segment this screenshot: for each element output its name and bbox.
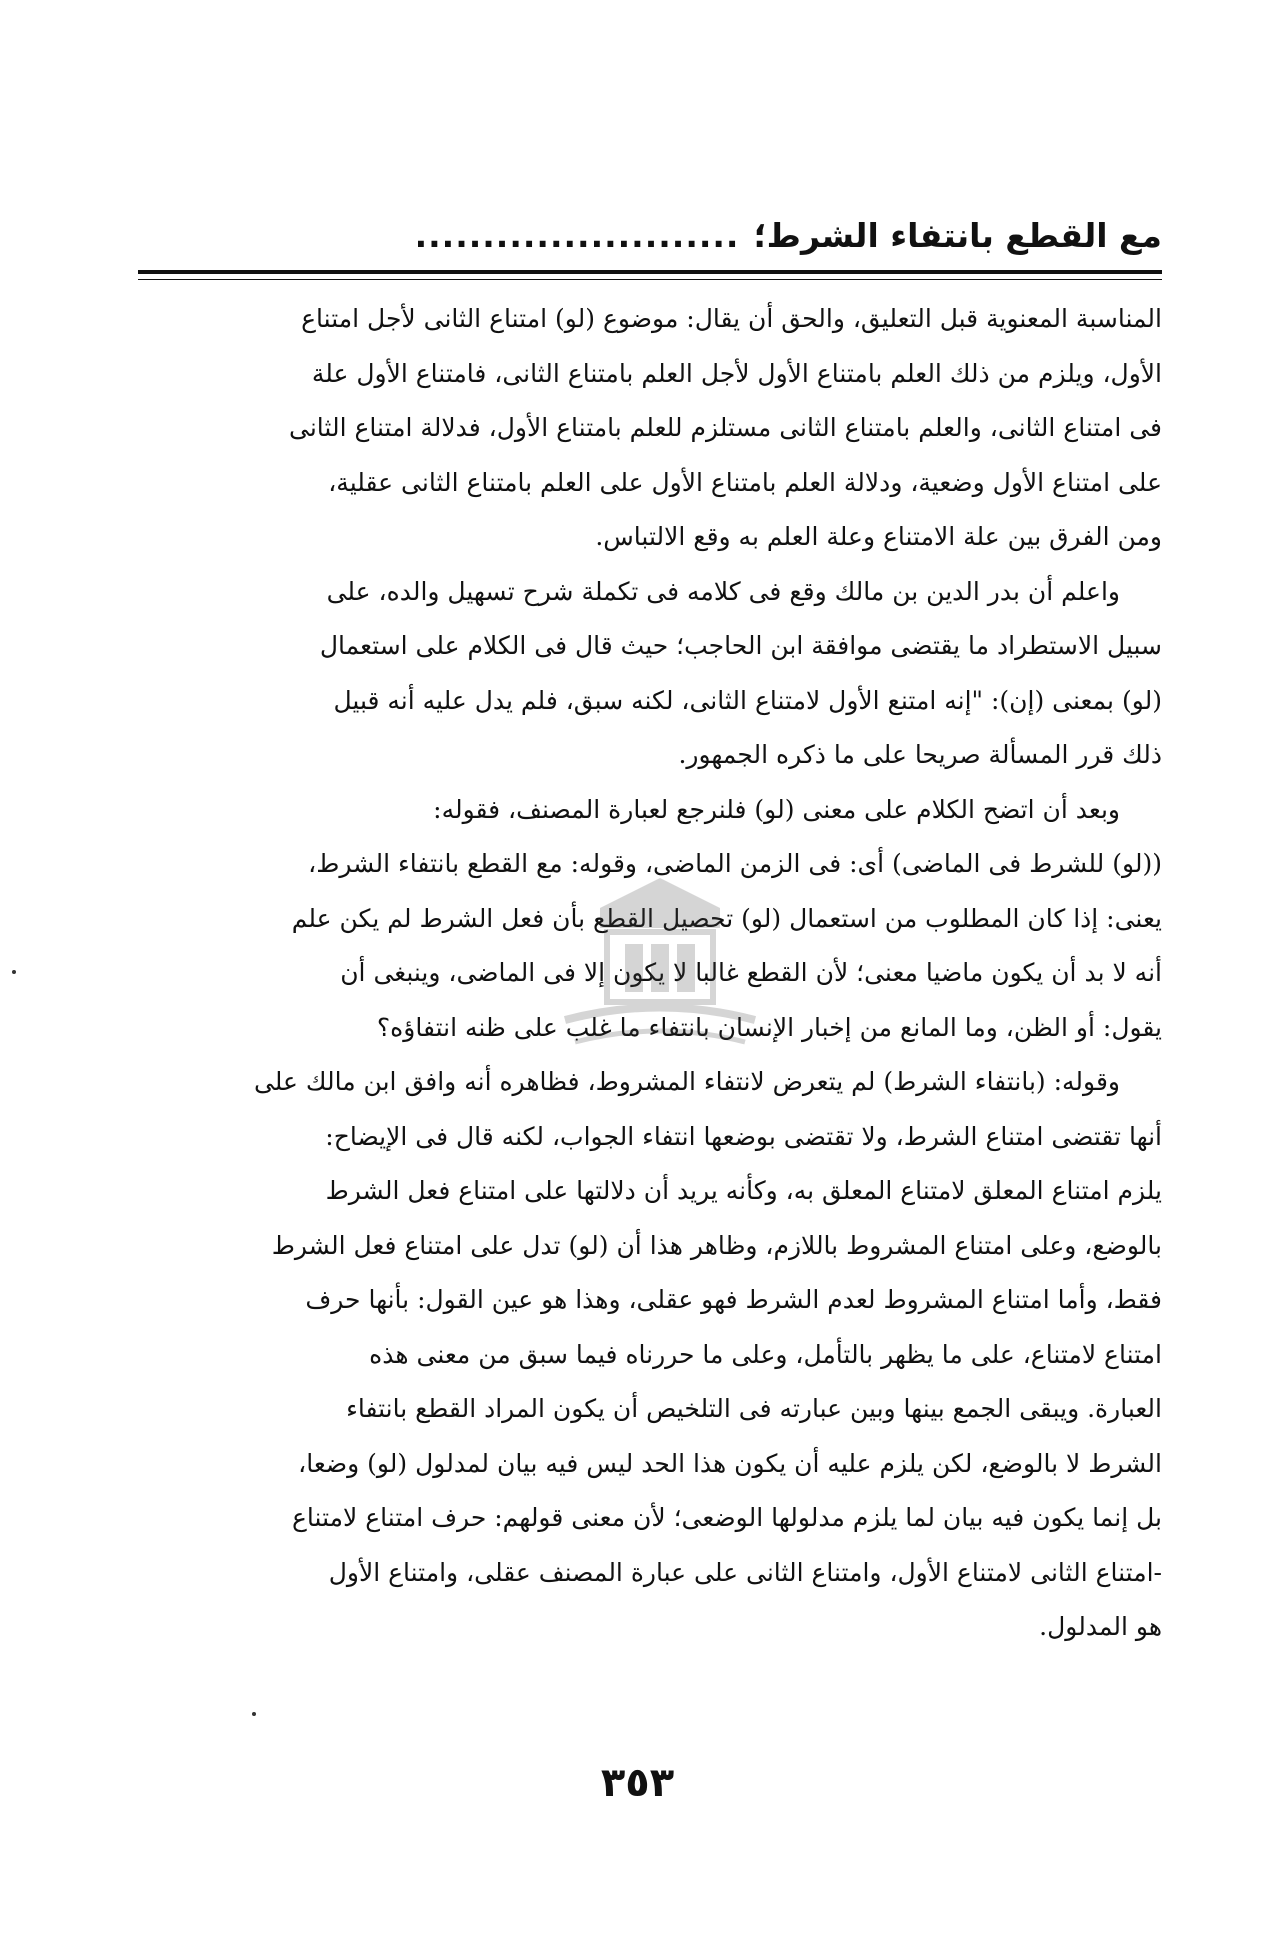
text-line: فقط، وأما امتناع المشروط لعدم الشرط فهو عقلى، وهذا هو عين القول: بأنها حرف xyxy=(305,1285,1162,1314)
text-line: امتناع لامتناع، على ما يظهر بالتأمل، وعلى ما حررناه فيما سبق من معنى هذه xyxy=(369,1339,1162,1369)
scan-speck xyxy=(252,1712,256,1716)
running-header xyxy=(130,205,1162,265)
text-line: على امتناع الأول وضعية، ودلالة العلم بامتناع الأول على العلم بامتناع الثانى عقلية، xyxy=(328,467,1162,497)
text-line: وقوله: (بانتفاء الشرط) لم يتعرض لانتفاء المشروط، فظاهره أنه وافق ابن مالك على xyxy=(253,1067,1120,1096)
text-line: -امتناع الثانى لامتناع الأول، وامتناع الثانى على عبارة المصنف عقلى، وامتناع الأول xyxy=(328,1557,1162,1587)
text-line: بالوضع، وعلى امتناع المشروط باللازم، وظاهر هذا أن (لو) تدل على امتناع فعل الشرط xyxy=(271,1230,1162,1260)
text-line: الشرط لا بالوضع، لكن يلزم عليه أن يكون هذا الحد ليس فيه بيان لمدلول (لو) وضعا، xyxy=(298,1448,1162,1478)
running-header-title: مع القطع بانتفاء الشرط؛ xyxy=(753,215,1162,255)
page-number: ٣٥٣ xyxy=(600,1760,675,1806)
body-text xyxy=(130,292,1162,1740)
running-header-dots: ........................ xyxy=(414,215,740,255)
text-line: فى امتناع الثانى، والعلم بامتناع الثانى مستلزم للعلم بامتناع الأول، فدلالة امتناع الثانى xyxy=(289,413,1162,442)
text-line: سبيل الاستطراد ما يقتضى موافقة ابن الحاجب؛ حيث قال فى الكلام على استعمال xyxy=(319,631,1162,660)
text-line: يلزم امتناع المعلق لامتناع المعلق به، وكأنه يريد أن دلالتها على امتناع فعل الشرط xyxy=(325,1176,1162,1205)
text-line: واعلم أن بدر الدين بن مالك وقع فى كلامه فى تكملة شرح تسهيل والده، على xyxy=(326,576,1120,606)
text-line: هو المدلول. xyxy=(1039,1612,1162,1641)
text-line: يعنى: إذا كان المطلوب من استعمال (لو) تحصيل القطع بأن فعل الشرط لم يكن علم xyxy=(291,903,1162,933)
text-line: يقول: أو الظن، وما المانع من إخبار الإنسان بانتفاء ما غلب على ظنه انتفاؤه؟ xyxy=(376,1012,1162,1042)
text-line: أنه لا بد أن يكون ماضيا معنى؛ لأن القطع غالبا لا يكون إلا فى الماضى، وينبغى أن xyxy=(340,958,1162,987)
header-rule-thin xyxy=(138,279,1162,280)
header-rule-thick xyxy=(138,270,1162,274)
text-line: المناسبة المعنوية قبل التعليق، والحق أن يقال: موضوع (لو) امتناع الثانى لأجل امتناع xyxy=(301,304,1162,333)
text-line: الأول، ويلزم من ذلك العلم بامتناع الأول لأجل العلم بامتناع الثانى، فامتناع الأول علة xyxy=(311,358,1162,388)
text-line: بل إنما يكون فيه بيان لما يلزم مدلولها الوضعى؛ لأن معنى قولهم: حرف امتناع لامتناع xyxy=(292,1503,1162,1532)
text-line: ومن الفرق بين علة الامتناع وعلة العلم به وقع الالتباس. xyxy=(595,522,1162,551)
text-line: وبعد أن اتضح الكلام على معنى (لو) فلنرجع لعبارة المصنف، فقوله: xyxy=(433,794,1120,824)
text-line: (لو) بمعنى (إن): "إنه امتنع الأول لامتناع الثانى، لكنه سبق، فلم يدل عليه أنه قبيل xyxy=(333,685,1162,715)
text-line: العبارة. ويبقى الجمع بينها وبين عبارته فى التلخيص أن يكون المراد القطع بانتفاء xyxy=(346,1394,1162,1423)
text-line: أنها تقتضى امتناع الشرط، ولا تقتضى بوضعها انتفاء الجواب، لكنه قال فى الإيضاح: xyxy=(325,1121,1162,1151)
text-line: ذلك قرر المسألة صريحا على ما ذكره الجمهور. xyxy=(678,740,1162,769)
text-line: ((لو) للشرط فى الماضى) أى: فى الزمن الماضى، وقوله: مع القطع بانتفاء الشرط، xyxy=(308,849,1162,878)
scan-speck xyxy=(12,970,16,974)
